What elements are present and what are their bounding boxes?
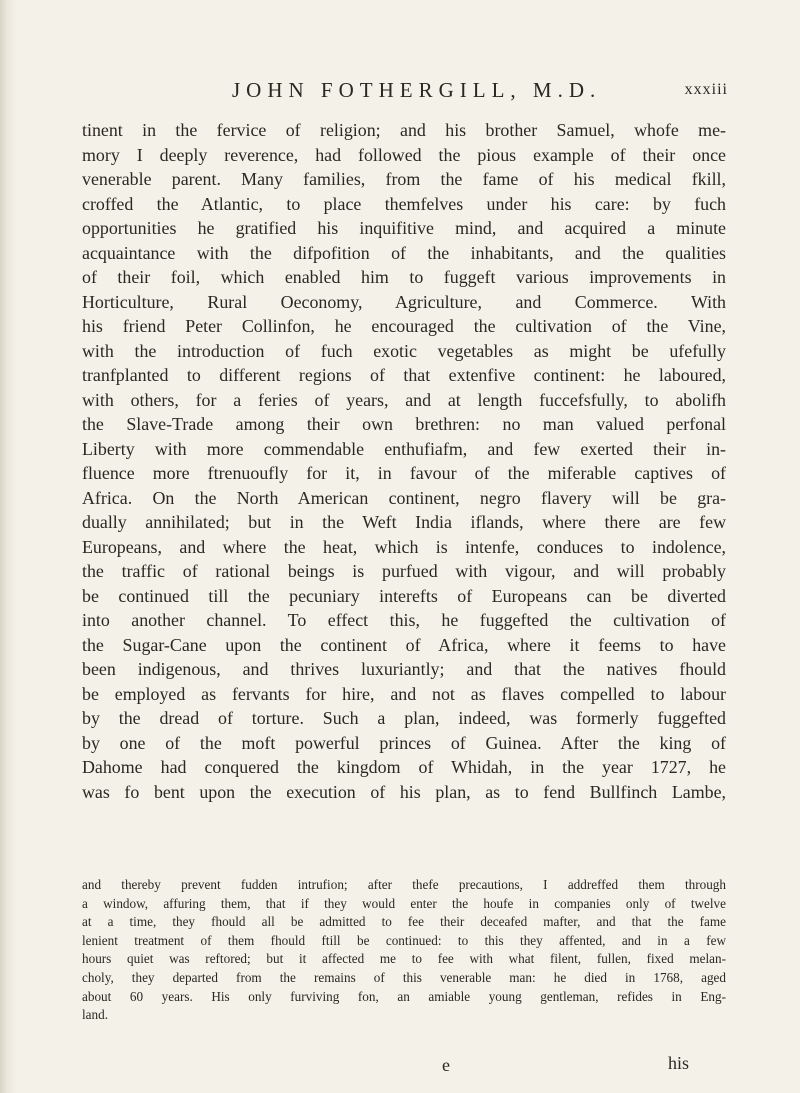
- page-header: [232, 78, 728, 104]
- text-line: tinent in the fervice of religion; and his brother Samuel, whofe me-: [82, 120, 726, 140]
- footnote-line: at a time, they fhould all be admitted to fee their deceafed mafter, and that the fame: [82, 914, 726, 930]
- catchword: his: [668, 1053, 690, 1073]
- footnote-line: about 60 years. His only furviving fon, an amiable young gentleman, refides in Eng-: [82, 988, 726, 1004]
- text-line: of their foil, which enabled him to fuggeft various improvements in: [82, 267, 726, 287]
- text-line: Liberty with more commendable enthufiafm, and few exerted their in-: [82, 438, 726, 459]
- text-line: into another channel. To effect this, he fuggefted the cultivation of: [82, 610, 726, 630]
- text-line: dually annihilated; but in the Weft India iflands, where there are few: [82, 512, 726, 532]
- text-line: the Sugar-Cane upon the continent of Africa, where it feems to have: [82, 634, 726, 655]
- footnote: [82, 876, 726, 1025]
- page-binding-edge: [0, 0, 18, 1093]
- text-line: tranfplanted to different regions of that extenfive continent: he laboured,: [82, 365, 726, 385]
- text-line: the Slave-Trade among their own brethren: no man valued perfonal: [82, 414, 726, 434]
- text-line: Africa. On the North American continent, negro flavery will be gra-: [82, 487, 726, 508]
- text-line: be continued till the pecuniary interefts of Europeans can be diverted: [82, 585, 726, 606]
- text-line: mory I deeply reverence, had followed the pious example of their once: [82, 144, 726, 165]
- text-line: with the introduction of fuch exotic vegetables as might be ufefully: [82, 340, 726, 361]
- text-line: the traffic of rational beings is purfued with vigour, and will probably: [82, 561, 726, 581]
- text-line: by one of the moft powerful princes of Guinea. After the king of: [82, 732, 726, 753]
- text-line: was fo bent upon the execution of his plan, as to fend Bullfinch Lambe,: [82, 781, 726, 802]
- text-line: be employed as fervants for hire, and not as flaves compelled to labour: [82, 683, 726, 704]
- footnote-line: choly, they departed from the remains of this venerable man: he died in 1768, aged: [82, 969, 726, 985]
- footnote-line: land.: [82, 1007, 109, 1023]
- signature-mark: e: [442, 1055, 450, 1075]
- text-line: by the dread of torture. Such a plan, indeed, was formerly fuggefted: [82, 708, 726, 728]
- footnote-line: lenient treatment of them fhould ftill be continued: to this they affented, and in a few: [82, 932, 726, 948]
- text-line: opportunities he gratified his inquifitive mind, and acquired a minute: [82, 218, 726, 238]
- running-head: JOHN FOTHERGILL, M.D.: [232, 78, 602, 102]
- text-line: venerable parent. Many families, from the fame of his medical fkill,: [82, 169, 726, 189]
- text-line: with others, for a feries of years, and at length fuccefsfully, to abolifh: [82, 389, 726, 410]
- text-line: acquaintance with the difpofition of the inhabitants, and the qualities: [82, 242, 726, 263]
- text-line: Europeans, and where the heat, which is intenfe, conduces to indolence,: [82, 536, 726, 557]
- text-line: Horticulture, Rural Oeconomy, Agriculture, and Commerce. With: [82, 291, 726, 312]
- text-line: Dahome had conquered the kingdom of Whidah, in the year 1727, he: [82, 757, 726, 777]
- main-text: [82, 118, 726, 804]
- footnote-line: hours quiet was reftored; but it affected me to fee with what filent, fullen, fixed melan-: [82, 951, 726, 967]
- footnote-line: and thereby prevent fudden intrufion; after thefe precautions, I addreffed them through: [82, 877, 726, 892]
- text-line: been indigenous, and thrives luxuriantly; and that the natives fhould: [82, 659, 726, 679]
- text-line: his friend Peter Collinfon, he encouraged the cultivation of the Vine,: [82, 316, 726, 336]
- page-number: xxxiii: [684, 81, 728, 98]
- text-line: croffed the Atlantic, to place themfelves under his care: by fuch: [82, 193, 726, 214]
- text-line: fluence more ftrenuoufly for it, in favour of the miferable captives of: [82, 463, 726, 483]
- footnote-line: a window, affuring them, that if they would enter the houfe in companies only of twelve: [82, 895, 726, 911]
